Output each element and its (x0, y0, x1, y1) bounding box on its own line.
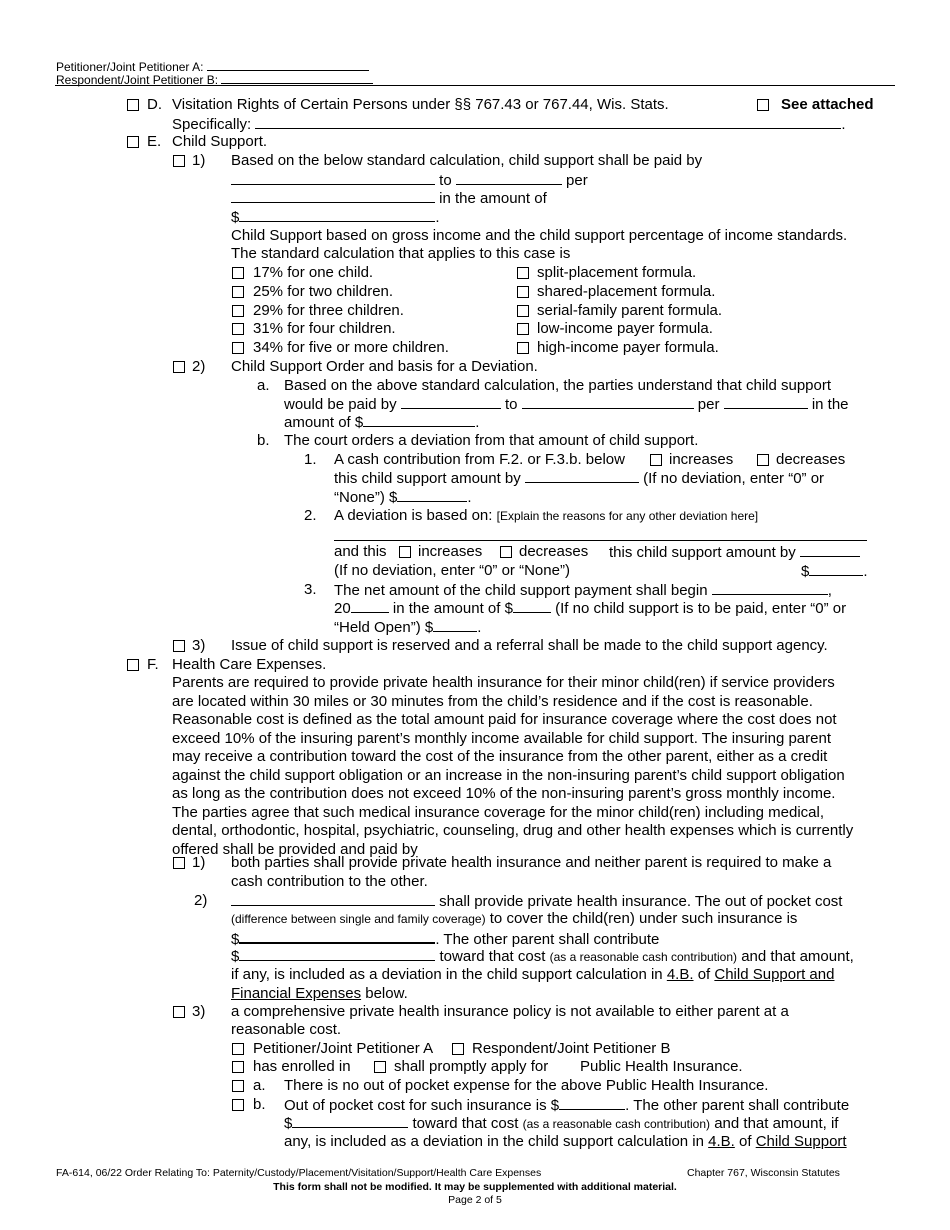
specifically-label: Specifically: (172, 116, 252, 133)
e2b1-increases-checkbox[interactable] (650, 454, 662, 466)
f3b-line3 (284, 1133, 847, 1152)
e2-checkbox[interactable] (173, 361, 185, 373)
e2-num: 2) (192, 358, 206, 375)
f2-that-amount-label: and that amount, (741, 948, 854, 965)
e3-checkbox[interactable] (173, 640, 185, 652)
e2b1-dollar-field[interactable] (397, 488, 467, 502)
e2b2-dollar-sign: $ (801, 563, 810, 580)
f3a-text: There is no out of pocket expense for the above Public Health Insurance. (284, 1077, 769, 1094)
footer-page-number: Page 2 of 5 (448, 1194, 502, 1206)
f3-respondent-checkbox[interactable] (452, 1043, 464, 1055)
f3b-checkbox[interactable] (232, 1099, 244, 1111)
opt-17-checkbox[interactable] (232, 267, 244, 279)
e2-title: Child Support Order and basis for a Deviation. (231, 358, 538, 375)
e2b2-if-no: (If no deviation, enter “0” or “None”) (334, 562, 570, 579)
shared-placement-checkbox[interactable] (517, 286, 529, 298)
e2b1-line2 (334, 469, 824, 489)
f3-checkbox[interactable] (173, 1006, 185, 1018)
e2b2-reason-field[interactable] (334, 540, 867, 541)
e2b2-amount-line (609, 543, 860, 563)
e2a-line2 (284, 395, 849, 415)
see-attached-label: See attached (781, 96, 874, 113)
e2b1-decreases-label: decreases (776, 451, 846, 468)
e2b2-hint: [Explain the reasons for any other deviation here] (496, 509, 759, 523)
paragraph-line: offered shall be provided and paid by (172, 840, 418, 858)
f2-ref-financial[interactable]: Financial Expenses (231, 985, 362, 1002)
f3b-line2 (284, 1114, 838, 1134)
e2b2-increases-checkbox[interactable] (399, 546, 411, 558)
f3b-that-amount-label: and that amount, if (714, 1115, 839, 1132)
e2b2-decreases-checkbox[interactable] (500, 546, 512, 558)
e2b2-increases-label: increases (418, 543, 483, 560)
e1-period-mark: . (435, 209, 440, 226)
section-d-letter: D. (147, 96, 162, 113)
f3b-contribute-label: . The other parent shall contribute (625, 1097, 850, 1114)
f2-below-label: below. (365, 985, 408, 1002)
f3-apply-label: shall promptly apply for (394, 1058, 549, 1075)
e2a-per-label: per (697, 396, 720, 413)
f3b-ref-4b[interactable]: 4.B. (708, 1133, 735, 1150)
f3-enrolled-checkbox[interactable] (232, 1061, 244, 1073)
paragraph-line: exceed 10% of the insuring parent’s monthly income available for child support. The insuring parent (172, 729, 831, 747)
e1-period-field[interactable] (231, 189, 435, 203)
f3b-reasonable-note: (as a reasonable cash contribution) (522, 1117, 711, 1131)
f3b-letter: b. (253, 1096, 266, 1113)
f3b-contribution-field[interactable] (292, 1114, 408, 1128)
section-e-title: Child Support. (172, 133, 268, 150)
e2b2-dollar-line: $ . (801, 563, 868, 580)
e2b1-increases-label: increases (669, 451, 734, 468)
split-placement-label: split-placement formula. (537, 264, 697, 281)
e2a-line1: Based on the above standard calculation, the parties understand that child support (284, 377, 832, 394)
e2b1-line1: A cash contribution from F.2. or F.3.b. below (334, 451, 625, 468)
f2-ref-4b[interactable]: 4.B. (666, 966, 694, 983)
e2b1-no-deviation-note: (If no deviation, enter “0” or (643, 470, 825, 487)
section-f-title: Health Care Expenses. (172, 656, 327, 673)
f3-respondent-label: Respondent/Joint Petitioner B (472, 1040, 671, 1057)
f3b-of-label: of (739, 1133, 752, 1150)
f3-petitioner-checkbox[interactable] (232, 1043, 244, 1055)
f2-contribution-field[interactable] (239, 947, 435, 961)
e2a-payee-field[interactable] (522, 395, 694, 409)
f2-ref-child-support[interactable]: Child Support and (714, 966, 835, 983)
e2a-letter: a. (257, 377, 270, 394)
e2a-period-field[interactable] (724, 395, 808, 409)
paragraph-line: as long as the contribution does not exceed 10% of the non-insuring parent’s gross monthly income. (172, 785, 836, 802)
f2-of-label: of (697, 966, 711, 983)
petitioner-label: Petitioner/Joint Petitioner A: (56, 60, 204, 74)
e2a-payer-field[interactable] (401, 395, 501, 409)
low-income-label: low-income payer formula. (537, 320, 713, 337)
opt-25-label: 25% for two children. (253, 283, 394, 300)
section-f-checkbox[interactable] (127, 659, 139, 671)
e2b2-and-this: and this (334, 543, 387, 560)
f2-dollar-sign: $ (231, 931, 240, 948)
f3-petitioner-label: Petitioner/Joint Petitioner A (253, 1040, 434, 1057)
e1-checkbox[interactable] (173, 155, 185, 167)
f3b-cost-label: Out of pocket cost for such insurance is $ (284, 1097, 560, 1114)
f2-deviation-text: if any, is included as a deviation in the child support calculation in (231, 966, 663, 983)
e2b1-num: 1. (304, 451, 317, 468)
header-divider (55, 85, 895, 86)
e2b1-none-label: “None”) $ (334, 489, 398, 506)
specifically-field[interactable] (255, 115, 841, 129)
e2b3-date-field[interactable] (712, 581, 828, 595)
e1-num: 1) (192, 152, 206, 169)
e2b3-held-field[interactable] (433, 618, 477, 632)
section-e-letter: E. (147, 133, 162, 150)
f2-difference-note: (difference between single and family coverage) (231, 912, 486, 926)
e1-to-label: to (439, 172, 452, 189)
e2b2-label: A deviation is based on: (334, 507, 493, 524)
serial-family-checkbox[interactable] (517, 305, 529, 317)
e1-basis1: Child Support based on gross income and the child support percentage of income standards. (231, 227, 848, 244)
specifically-line: Specifically: . (172, 116, 846, 133)
f3-line1: a comprehensive private health insurance policy is not available to either parent at a (231, 1003, 789, 1020)
e2b3-line3: “Held Open”) $ . (334, 619, 482, 636)
e2b1-line3: “None”) $ . (334, 489, 472, 506)
opt-17-label: 17% for one child. (253, 264, 374, 281)
e2b3-year-field[interactable] (351, 599, 389, 613)
paragraph-line: The parties agree that such medical insurance coverage for the minor child(ren) including medical, (172, 803, 824, 821)
paragraph-line: against the child support obligation or an increase in the non-insuring parent’s child support obligation (172, 766, 845, 784)
high-income-label: high-income payer formula. (537, 339, 719, 356)
e2a-line3: amount of $ . (284, 414, 480, 431)
serial-family-label: serial-family parent formula. (537, 302, 723, 319)
opt-34-label: 34% for five or more children. (253, 339, 449, 356)
e3-num: 3) (192, 637, 206, 654)
e2b3-line1 (334, 581, 832, 601)
high-income-checkbox[interactable] (517, 342, 529, 354)
e1-payee-field[interactable] (456, 171, 562, 185)
e2b2-amount-label: this child support amount by (609, 544, 796, 561)
f3b-deviation-text: any, is included as a deviation in the child support calculation in (284, 1133, 704, 1150)
paragraph-line: dental, orthodontic, hospital, psychiatric, counseling, drug and other health expenses which is currently (172, 822, 854, 839)
e1-in-amount-label: in the amount of (439, 190, 547, 207)
footer-notice: This form shall not be modified. It may be supplemented with additional material. (273, 1181, 677, 1193)
e3-text: Issue of child support is reserved and a referral shall be made to the child support agency. (231, 637, 828, 654)
e2b3-if-no-note: (If no child support is to be paid, enter “0” or (555, 600, 847, 617)
f3a-letter: a. (253, 1077, 266, 1094)
footer-chapter: Chapter 767, Wisconsin Statutes (687, 1167, 840, 1179)
f3b-toward-label: toward that cost (412, 1115, 519, 1132)
respondent-field[interactable] (221, 70, 373, 84)
f2-line5 (231, 966, 834, 985)
f2-line1 (231, 892, 842, 912)
footer-form-id: FA-614, 06/22 Order Relating To: Paternity/Custody/Placement/Visitation/Support/Health Care Expenses (56, 1167, 542, 1179)
e2b2-dollar-field[interactable] (809, 562, 863, 576)
f2-provide-label: shall provide private health insurance. The out of pocket cost (439, 893, 843, 910)
low-income-checkbox[interactable] (517, 323, 529, 335)
e1-per-label: per (566, 172, 588, 189)
e2a-to-label: to (504, 396, 518, 413)
opt-31-checkbox[interactable] (232, 323, 244, 335)
f2-reasonable-note: (as a reasonable cash contribution) (549, 950, 738, 964)
f3-public-label: Public Health Insurance. (580, 1058, 743, 1075)
f1-line1: both parties shall provide private health insurance and neither parent is required to make a (231, 854, 832, 871)
f2-contribute-label: . The other parent shall contribute (435, 931, 660, 948)
paragraph-line: Reasonable cost is defined as the total amount paid for insurance coverage where the cost does not (172, 711, 837, 728)
f3-line2: reasonable cost. (231, 1021, 342, 1038)
f3-num: 3) (192, 1003, 206, 1020)
e2b2-num: 2. (304, 507, 317, 524)
f2-line6 (231, 985, 408, 1004)
e2b-letter: b. (257, 432, 270, 449)
paragraph-line: are located within 30 miles or 30 minutes from the child’s residence and if the cost is reasonable. (172, 692, 813, 710)
shared-placement-label: shared-placement formula. (537, 283, 716, 300)
e2b1-amount-field[interactable] (525, 469, 639, 483)
e1-basis2: The standard calculation that applies to this case is (231, 245, 571, 262)
e2b1-amount-label: this child support amount by (334, 470, 521, 487)
opt-34-checkbox[interactable] (232, 342, 244, 354)
opt-31-label: 31% for four children. (253, 320, 396, 337)
f2-cover-label: to cover the child(ren) under such insurance is (489, 910, 798, 927)
e2b3-line2 (334, 599, 846, 619)
f2-num: 2) (194, 892, 208, 909)
e2a-would-label: would be paid by (284, 396, 397, 413)
respondent-label: Respondent/Joint Petitioner B: (56, 73, 219, 87)
f3b-ref-child-support[interactable]: Child Support (755, 1133, 847, 1150)
f3-apply-checkbox[interactable] (374, 1061, 386, 1073)
e2b3-num: 3. (304, 581, 317, 598)
e2b2-line1 (334, 507, 758, 526)
f2-parent-field[interactable] (231, 892, 435, 906)
f2-line4 (231, 947, 854, 967)
opt-25-checkbox[interactable] (232, 286, 244, 298)
section-f-letter: F. (147, 656, 159, 673)
opt-29-label: 29% for three children. (253, 302, 404, 319)
f1-num: 1) (192, 854, 206, 871)
e2b3-amount-label: in the amount of $ (392, 600, 513, 617)
e1-payer-line (231, 171, 588, 191)
e2a-in-the-label: in the (811, 396, 849, 413)
f2-toward-label: toward that cost (439, 948, 546, 965)
f3-enrolled-label: has enrolled in (253, 1058, 351, 1075)
e2b3-begin-label: The net amount of the child support payment shall begin (334, 582, 708, 599)
f3a-checkbox[interactable] (232, 1080, 244, 1092)
e1-line1: Based on the below standard calculation, child support shall be paid by (231, 152, 703, 169)
f1-checkbox[interactable] (173, 857, 185, 869)
section-d-title: Visitation Rights of Certain Persons under §§ 767.43 or 767.44, Wis. Stats. (172, 96, 669, 113)
opt-29-checkbox[interactable] (232, 305, 244, 317)
e2b2-decreases-label: decreases (519, 543, 589, 560)
petitioner-field[interactable] (207, 57, 369, 71)
e1-payer-field[interactable] (231, 171, 435, 185)
e2b-line: The court orders a deviation from that amount of child support. (284, 432, 699, 449)
f2-line2 (231, 910, 797, 929)
split-placement-checkbox[interactable] (517, 267, 529, 279)
f2-dollar-sign-2: $ (231, 948, 240, 965)
e2b1-decreases-checkbox[interactable] (757, 454, 769, 466)
e2b3-century: 20 (334, 600, 351, 617)
f2-cost-field[interactable] (239, 929, 435, 944)
f3b-line1 (284, 1096, 849, 1116)
section-d-checkbox[interactable] (127, 99, 139, 111)
f3b-cost-field[interactable] (559, 1096, 625, 1110)
e2a-amount-field[interactable] (363, 413, 475, 427)
e2b3-held-label: “Held Open”) $ (334, 619, 434, 636)
e1-amount-line (231, 189, 547, 209)
e1-amount-field[interactable] (239, 208, 435, 222)
e1-dollar-line (231, 208, 440, 228)
e2b3-amount-field[interactable] (513, 599, 551, 613)
section-e-checkbox[interactable] (127, 136, 139, 148)
e2b2-amount-field[interactable] (800, 543, 860, 557)
e2a-amount-label: amount of $ (284, 414, 364, 431)
paragraph-line: Parents are required to provide private health insurance for their minor child(ren) if service providers (172, 674, 835, 691)
see-attached-checkbox[interactable] (757, 99, 769, 111)
f3b-dollar-sign: $ (284, 1115, 293, 1132)
paragraph-line: may receive a contribution toward the cost of the insurance from the other parent, either as a credit (172, 748, 828, 765)
e1-dollar-sign: $ (231, 209, 240, 226)
f1-line2: cash contribution to the other. (231, 873, 428, 890)
e2b3-comma: , (827, 582, 832, 599)
